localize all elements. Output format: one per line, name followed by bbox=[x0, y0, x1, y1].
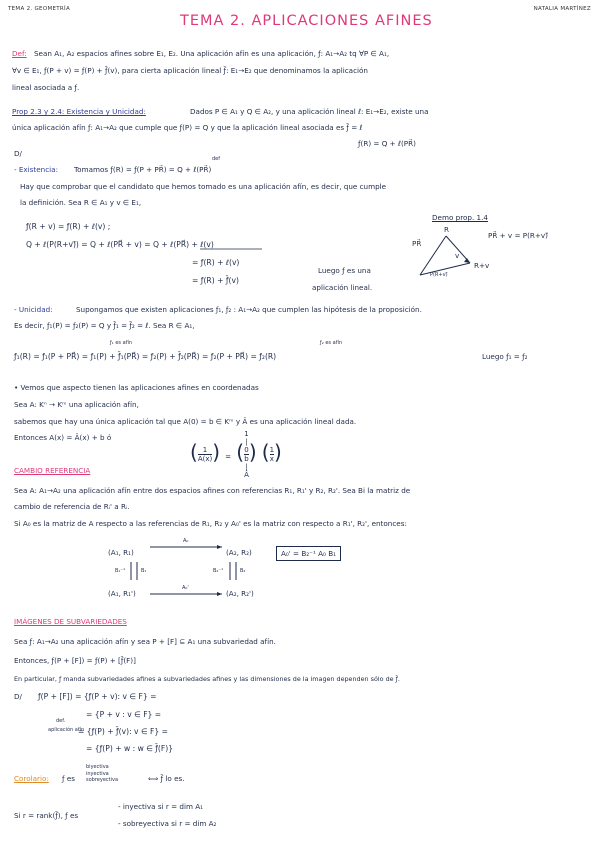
corolario-case-2: - sobreyectiva si r = dim A₂ bbox=[118, 819, 217, 828]
coords-matrix-equation: ( $\frac{1}{A(x)}$ ) = ( 1 | 0 b | Â ) ( $\frac{1}{x}$ ) bbox=[190, 430, 282, 479]
matrix-b-1: 1 bbox=[244, 430, 249, 438]
cambio-result: A₀' = B₂⁻¹ A₀ B₁ bbox=[276, 546, 341, 561]
diag-PR: PR⃗ bbox=[412, 239, 422, 248]
def-line-1: Sean A₁, A₂ espacios afines sobre E₁, E₂. Una aplicación afín es una aplicación, ƒ: A₁→A₂ tq ∀P ∈ A₁, bbox=[34, 49, 390, 58]
matrix-b-4: Â bbox=[244, 471, 249, 479]
existencia-label: - Existencia: bbox=[14, 165, 58, 174]
corolario-option-3: sobreyectiva bbox=[86, 777, 119, 783]
cambio-node-tl: (A₁, R₁) bbox=[108, 548, 134, 557]
corolario-option-2: inyectiva bbox=[86, 770, 109, 777]
prop-line-1: Dados P ∈ A₁ y Q ∈ A₂, y una aplicación lineal ℓ: E₁→E₂, existe una bbox=[190, 107, 429, 116]
prop-line-3: ƒ(R) = Q + ℓ(PR⃗) bbox=[358, 139, 416, 148]
cambio-line-1: Sea A: A₁→A₂ una aplicación afín entre dos espacios afines con referencias R₁, R₁' y R₂, R₂'. Sea Bi la matriz de bbox=[14, 486, 411, 495]
corolario-option-1: biyectiva bbox=[86, 764, 109, 770]
corolario-rank: Si r = rank(ƒ̄), ƒ es bbox=[14, 811, 79, 820]
proof-eq-4: = ƒ(R) + ƒ̄(v) bbox=[192, 276, 239, 285]
coords-line-1: • Vemos que aspecto tienen las aplicaciones afines en coordenadas bbox=[14, 383, 259, 392]
imagenes-eq-4: = {ƒ(P) + w : w ∈ ƒ̄(F)} bbox=[86, 744, 174, 753]
diagram-title: Demo prop. 1.4 bbox=[432, 213, 488, 222]
corolario-text-1: ƒ es bbox=[62, 774, 75, 783]
imagenes-eq-2: = {P + v : v ∈ F} = bbox=[86, 710, 162, 719]
def-line-3: lineal asociada a ƒ. bbox=[12, 83, 80, 92]
unicidad-luego: Luego ƒ₁ = ƒ₂ bbox=[482, 352, 528, 361]
matrix-c-1: 1 bbox=[269, 446, 275, 454]
imagenes-line-1: Sea ƒ: A₁→A₂ una aplicación afín y sea P + [F] ⊆ A₁ una subvariedad afín. bbox=[14, 637, 276, 646]
corolario-text-2: ⟺ ƒ̄ lo es. bbox=[148, 774, 185, 783]
def-label: Def: bbox=[12, 49, 27, 58]
cambio-node-bl: (A₁, R₁') bbox=[108, 589, 136, 598]
imagenes-eq-3: = {ƒ(P) + ƒ̄(v): v ∈ F} = bbox=[78, 727, 168, 736]
proof-line-2: Hay que comprobar que el candidato que hemos tomado es una aplicación afín, es decir, que cumple bbox=[20, 182, 387, 191]
imagenes-eq-1: ƒ(P + [F]) = {ƒ(P + v): v ∈ F} = bbox=[38, 692, 157, 701]
imagenes-side-2: aplicación afín bbox=[48, 727, 85, 733]
unicidad-label: - Unicidad: bbox=[14, 305, 53, 314]
cambio-line-2: cambio de referencia de Rᵢ' a Rᵢ. bbox=[14, 502, 130, 511]
proof-luego-2: aplicación lineal. bbox=[312, 283, 373, 292]
corolario-case-1: - inyectiva si r = dim A₁ bbox=[118, 802, 204, 811]
cambio-arrow-left-2: B₁ bbox=[141, 568, 147, 574]
corolario-label: Corolario: bbox=[14, 774, 49, 783]
coords-line-4: Entonces A(x) = Â(x) + b ó bbox=[14, 433, 112, 442]
cambio-arrow-right-1: B₂⁻¹ bbox=[213, 568, 224, 574]
def-mark: def bbox=[212, 156, 221, 162]
unicidad-line-1: Supongamos que existen aplicaciones ƒ₁, ƒ₂ : A₁→A₂ que cumplen las hipótesis de la proposición. bbox=[76, 305, 422, 314]
diag-R: R bbox=[444, 225, 449, 234]
diagram-equation: PR⃗ + v = P(R+v)⃗ bbox=[488, 231, 548, 240]
coords-line-3: sabemos que hay una única aplicación tal que A(0) = b ∈ Kᵐ y Â es una aplicación lineal dada. bbox=[14, 417, 357, 426]
diag-v: v bbox=[455, 251, 460, 260]
unicidad-note-1: ƒ₁ es afín bbox=[110, 340, 133, 346]
unicidad-eq: ƒ₁(R) = ƒ₁(P + PR⃗) = ƒ₁(P) + ƒ̄₁(PR⃗) = ƒ₂(P) + ƒ̄₂(PR⃗) = ƒ₂(P + PR⃗) = ƒ₂(R) bbox=[14, 352, 277, 361]
proof-line-3: la definición. Sea R ∈ A₁ y v ∈ E₁, bbox=[20, 198, 142, 207]
cambio-node-br: (A₂, R₂') bbox=[226, 589, 254, 598]
corolario-options bbox=[86, 764, 118, 784]
imagenes-side-1: def. bbox=[56, 718, 66, 724]
matrix-b-3: b bbox=[244, 455, 249, 463]
matrix-b-2: 0 bbox=[244, 446, 249, 454]
diag-PRv: P(R+v)⃗ bbox=[430, 272, 448, 278]
cambio-title: CAMBIO REFERENCIA bbox=[14, 466, 91, 475]
imagenes-proof-mark: D/ bbox=[14, 692, 22, 701]
cambio-arrow-left-1: B₁⁻¹ bbox=[115, 568, 126, 574]
def-line-2: ∀v ∈ E₁, ƒ(P + v) = ƒ(P) + ƒ̄(v), para cierta aplicación lineal ƒ̄: E₁→E₂ que denominamos la aplicación bbox=[12, 66, 368, 75]
cambio-arrow-top: A₀ bbox=[183, 538, 189, 544]
prop-line-2: única aplicación afín ƒ: A₁→A₂ que cumple que ƒ(P) = Q y que la aplicación lineal asociada es ƒ̄ = ℓ bbox=[12, 123, 363, 132]
cambio-arrow-right-2: B₂ bbox=[240, 568, 246, 574]
cambio-node-tr: (A₂, R₂) bbox=[226, 548, 252, 557]
matrix-a-1: 1 bbox=[198, 446, 212, 455]
page-title: TEMA 2. APLICACIONES AFINES bbox=[180, 13, 433, 29]
unicidad-line-2: Es decir, ƒ₁(P) = ƒ₂(P) = Q y ƒ̄₁ = ƒ̄₂ = ℓ. Sea R ∈ A₁, bbox=[14, 321, 195, 330]
existencia-text: Tomamos ƒ(R) = ƒ(P + PR⃗) = Q + ℓ(PR⃗) bbox=[74, 165, 212, 174]
imagenes-title: IMÁGENES DE SUBVARIEDADES bbox=[14, 617, 127, 626]
header-left: TEMA 2. GEOMETRÍA bbox=[8, 6, 71, 12]
coords-line-2: Sea A: Kⁿ → Kᵐ una aplicación afín, bbox=[14, 400, 139, 409]
proof-luego-1: Luego ƒ es una bbox=[318, 266, 371, 275]
cambio-line-3: Si A₀ es la matriz de A respecto a las referencias de R₁, R₂ y A₀' es la matriz con respecto a R₁', R₂', entonces: bbox=[14, 519, 407, 528]
imagenes-line-2: Entonces, ƒ(P + [F]) = ƒ(P) + [ƒ̄(F)] bbox=[14, 656, 136, 665]
cambio-arrow-bottom: A₀' bbox=[182, 585, 189, 591]
proof-eq-1: ƒ(R + v) = ƒ(R) + ℓ(v) ; bbox=[26, 222, 111, 231]
prop-label: Prop 2.3 y 2.4: Existencia y Unicidad: bbox=[12, 107, 146, 116]
unicidad-note-2: ƒ₂ es afín bbox=[320, 340, 343, 346]
matrix-a-2: A(x) bbox=[197, 455, 213, 463]
proof-eq-3: = ƒ(R) + ℓ(v) bbox=[192, 258, 240, 267]
header-right: NATALIA MARTÍNEZ bbox=[533, 6, 591, 12]
diag-Rv: R+v bbox=[474, 261, 490, 270]
proof-eq-2: Q + ℓ(P(R+v)⃗) = Q + ℓ(PR⃗ + v) = Q + ℓ(PR⃗) + ℓ(v) bbox=[26, 240, 214, 249]
matrix-c-2: x bbox=[269, 455, 274, 463]
imagenes-line-3: En particular, ƒ manda subvariedades afines a subvariedades afines y las dimensiones de la imagen dependen sólo de ƒ̄. bbox=[14, 675, 400, 683]
proof-mark: D/ bbox=[14, 149, 22, 158]
